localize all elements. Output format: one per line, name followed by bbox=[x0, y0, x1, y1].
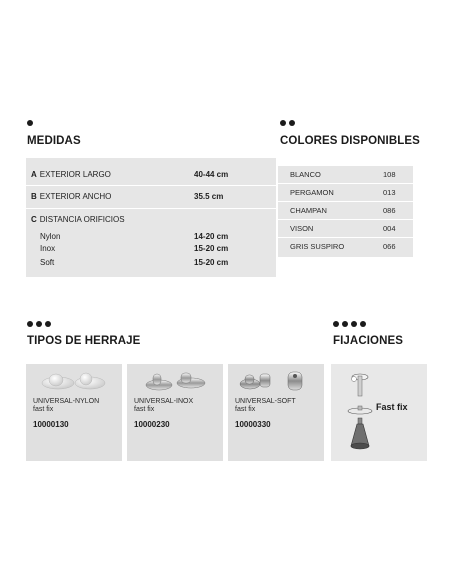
bullet-dot bbox=[342, 321, 348, 327]
bullet-dot bbox=[280, 120, 286, 126]
subrow-value: 14-20 cm bbox=[194, 232, 229, 241]
bullet-dot bbox=[27, 321, 33, 327]
fast-fix-fixing-image bbox=[331, 364, 375, 461]
bullet-dot bbox=[333, 321, 339, 327]
color-name: VISON bbox=[290, 224, 314, 233]
row-letter: B bbox=[31, 192, 37, 201]
fijacion-card bbox=[331, 364, 427, 461]
subrow-label: Nylon bbox=[40, 232, 61, 241]
row-letter: C bbox=[31, 215, 37, 224]
color-row bbox=[278, 220, 413, 237]
herraje-card-soft bbox=[228, 364, 324, 461]
color-name: PERGAMON bbox=[290, 188, 334, 197]
card-code: 10000230 bbox=[134, 420, 170, 429]
color-name: CHAMPAN bbox=[290, 206, 327, 215]
bullet-dot bbox=[289, 120, 295, 126]
hinge-inox-image bbox=[127, 364, 223, 400]
card-name: UNIVERSAL-INOX bbox=[134, 398, 194, 405]
color-name: BLANCO bbox=[290, 170, 321, 179]
card-subtitle: fast fix bbox=[134, 406, 155, 413]
card-code: 10000130 bbox=[33, 420, 69, 429]
herraje-title: TIPOS DE HERRAJE bbox=[27, 335, 141, 347]
color-row bbox=[278, 166, 413, 183]
section-marker-4 bbox=[333, 321, 366, 327]
card-code: 10000330 bbox=[235, 420, 271, 429]
hinge-nylon-image bbox=[26, 364, 122, 400]
color-row bbox=[278, 202, 413, 219]
bullet-dot bbox=[360, 321, 366, 327]
card-subtitle: fast fix bbox=[235, 406, 256, 413]
row-label: EXTERIOR LARGO bbox=[39, 170, 111, 179]
fijaciones-title: FIJACIONES bbox=[333, 335, 404, 347]
subrow-value: 15-20 cm bbox=[194, 258, 229, 267]
row-value: 35.5 cm bbox=[194, 192, 224, 201]
row-value: 40-44 cm bbox=[194, 170, 229, 179]
medidas-title: MEDIDAS bbox=[27, 135, 81, 147]
herraje-card-nylon bbox=[26, 364, 122, 461]
bullet-dot bbox=[351, 321, 357, 327]
colores-title: COLORES DISPONIBLES bbox=[280, 135, 420, 147]
row-divider bbox=[26, 208, 276, 209]
subrow-label: Inox bbox=[40, 244, 56, 253]
bullet-dot bbox=[45, 321, 51, 327]
color-code: 004 bbox=[383, 224, 396, 233]
color-name: GRIS SUSPIRO bbox=[290, 242, 345, 251]
card-name: UNIVERSAL-SOFT bbox=[235, 398, 296, 405]
bullet-dot bbox=[36, 321, 42, 327]
subrow-value: 15-20 cm bbox=[194, 244, 229, 253]
card-subtitle: fast fix bbox=[33, 406, 54, 413]
bullet-dot bbox=[27, 120, 33, 126]
color-row bbox=[278, 238, 413, 255]
section-marker-3 bbox=[27, 321, 51, 327]
color-code: 086 bbox=[383, 206, 396, 215]
colores-table bbox=[278, 166, 413, 257]
fast-fix-label: Fast fix bbox=[376, 402, 408, 412]
row-label: DISTANCIA ORIFICIOS bbox=[39, 215, 125, 224]
section-marker-1 bbox=[27, 120, 33, 126]
color-row bbox=[278, 184, 413, 201]
herraje-card-inox bbox=[127, 364, 223, 461]
color-code: 066 bbox=[383, 242, 396, 251]
row-label: EXTERIOR ANCHO bbox=[39, 192, 112, 201]
row-letter: A bbox=[31, 170, 37, 179]
medidas-table bbox=[26, 158, 276, 277]
row-divider bbox=[26, 185, 276, 186]
color-code: 013 bbox=[383, 188, 396, 197]
hinge-soft-image bbox=[228, 364, 324, 400]
card-name: UNIVERSAL-NYLON bbox=[33, 398, 100, 405]
section-marker-2 bbox=[280, 120, 295, 126]
color-code: 108 bbox=[383, 170, 396, 179]
subrow-label: Soft bbox=[40, 258, 55, 267]
